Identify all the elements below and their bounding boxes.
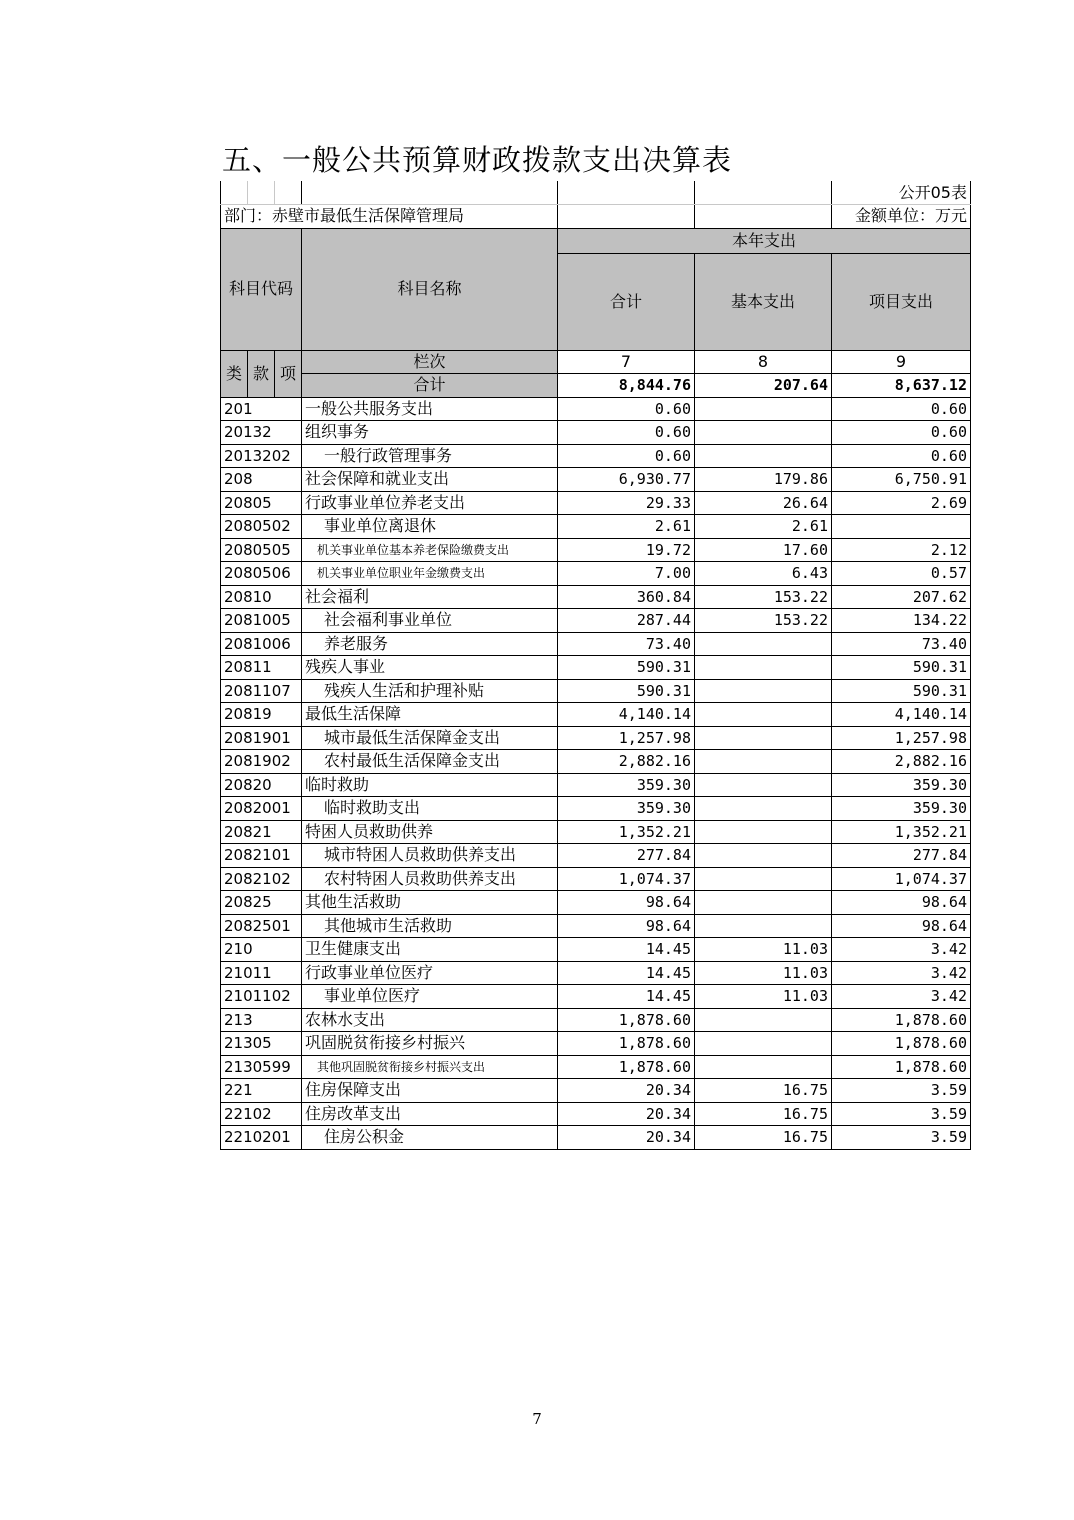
row-basic xyxy=(695,444,832,468)
row-basic xyxy=(695,773,832,797)
row-code: 2080506 xyxy=(221,562,302,586)
row-code: 2210201 xyxy=(221,1126,302,1150)
table-row xyxy=(221,773,971,797)
row-name: 机关事业单位职业年金缴费支出 xyxy=(302,562,558,586)
row-code: 2080505 xyxy=(221,538,302,562)
form-number: 公开05表 xyxy=(832,181,971,205)
row-basic xyxy=(695,1008,832,1032)
row-name: 社会保障和就业支出 xyxy=(302,468,558,492)
row-name: 临时救助 xyxy=(302,773,558,797)
row-name: 事业单位医疗 xyxy=(302,985,558,1009)
table-row xyxy=(221,609,971,633)
row-total: 359.30 xyxy=(558,797,695,821)
row-name: 农林水支出 xyxy=(302,1008,558,1032)
row-total: 1,878.60 xyxy=(558,1032,695,1056)
row-basic: 11.03 xyxy=(695,938,832,962)
table-row xyxy=(221,1032,971,1056)
row-name: 一般行政管理事务 xyxy=(302,444,558,468)
header-xiang: 项 xyxy=(275,350,302,397)
header-code: 科目代码 xyxy=(221,228,302,350)
table-row xyxy=(221,468,971,492)
row-code: 20825 xyxy=(221,891,302,915)
row-total: 20.34 xyxy=(558,1126,695,1150)
table-row xyxy=(221,703,971,727)
row-code: 21011 xyxy=(221,961,302,985)
totals-label: 合计 xyxy=(302,374,558,398)
row-total: 1,878.60 xyxy=(558,1008,695,1032)
row-code: 2082102 xyxy=(221,867,302,891)
row-code: 20810 xyxy=(221,585,302,609)
row-total: 14.45 xyxy=(558,961,695,985)
row-project: 2.12 xyxy=(832,538,971,562)
row-project: 3.59 xyxy=(832,1079,971,1103)
row-name: 社会福利 xyxy=(302,585,558,609)
row-basic xyxy=(695,1055,832,1079)
table-row xyxy=(221,1008,971,1032)
row-code: 208 xyxy=(221,468,302,492)
row-project: 359.30 xyxy=(832,773,971,797)
table-row xyxy=(221,820,971,844)
header-kuan: 款 xyxy=(248,350,275,397)
row-total: 19.72 xyxy=(558,538,695,562)
row-code: 2082001 xyxy=(221,797,302,821)
row-name: 城市最低生活保障金支出 xyxy=(302,726,558,750)
row-code: 20811 xyxy=(221,656,302,680)
row-project: 359.30 xyxy=(832,797,971,821)
row-name: 住房保障支出 xyxy=(302,1079,558,1103)
row-code: 20805 xyxy=(221,491,302,515)
row-code: 2081107 xyxy=(221,679,302,703)
row-basic xyxy=(695,867,832,891)
row-project: 3.42 xyxy=(832,938,971,962)
row-name: 残疾人事业 xyxy=(302,656,558,680)
row-code: 2082101 xyxy=(221,844,302,868)
table-row xyxy=(221,1079,971,1103)
row-name: 行政事业单位医疗 xyxy=(302,961,558,985)
row-basic: 11.03 xyxy=(695,985,832,1009)
table-row xyxy=(221,797,971,821)
row-code: 20820 xyxy=(221,773,302,797)
row-code: 20819 xyxy=(221,703,302,727)
row-basic xyxy=(695,703,832,727)
row-name: 住房改革支出 xyxy=(302,1102,558,1126)
row-code: 2101102 xyxy=(221,985,302,1009)
header-current-year: 本年支出 xyxy=(558,228,971,253)
row-name: 特困人员救助供养 xyxy=(302,820,558,844)
row-total: 7.00 xyxy=(558,562,695,586)
row-project: 2.69 xyxy=(832,491,971,515)
row-total: 277.84 xyxy=(558,844,695,868)
row-basic: 17.60 xyxy=(695,538,832,562)
row-project: 3.59 xyxy=(832,1126,971,1150)
row-name: 养老服务 xyxy=(302,632,558,656)
row-basic xyxy=(695,632,832,656)
table-row xyxy=(221,421,971,445)
table-row xyxy=(221,397,971,421)
row-code: 2081902 xyxy=(221,750,302,774)
row-code: 2082501 xyxy=(221,914,302,938)
column-index-row xyxy=(221,350,971,374)
table-row xyxy=(221,562,971,586)
table-row xyxy=(221,938,971,962)
row-project: 3.42 xyxy=(832,985,971,1009)
row-code: 20132 xyxy=(221,421,302,445)
row-name: 住房公积金 xyxy=(302,1126,558,1150)
row-total: 287.44 xyxy=(558,609,695,633)
totals-row xyxy=(221,374,971,398)
row-name: 一般公共服务支出 xyxy=(302,397,558,421)
row-project: 590.31 xyxy=(832,656,971,680)
row-basic xyxy=(695,397,832,421)
row-basic: 153.22 xyxy=(695,609,832,633)
row-total: 2,882.16 xyxy=(558,750,695,774)
row-code: 2081901 xyxy=(221,726,302,750)
row-name: 行政事业单位养老支出 xyxy=(302,491,558,515)
row-basic: 6.43 xyxy=(695,562,832,586)
row-total: 98.64 xyxy=(558,914,695,938)
table-row xyxy=(221,585,971,609)
row-basic xyxy=(695,1032,832,1056)
page-title: 五、一般公共预算财政拨款支出决算表 xyxy=(222,143,733,177)
row-total: 0.60 xyxy=(558,421,695,445)
column-8: 8 xyxy=(695,350,832,374)
table-row xyxy=(221,656,971,680)
row-total: 1,257.98 xyxy=(558,726,695,750)
row-basic xyxy=(695,797,832,821)
table-row xyxy=(221,491,971,515)
column-9: 9 xyxy=(832,350,971,374)
row-total: 20.34 xyxy=(558,1102,695,1126)
row-basic: 179.86 xyxy=(695,468,832,492)
row-name: 农村特困人员救助供养支出 xyxy=(302,867,558,891)
row-project: 1,878.60 xyxy=(832,1008,971,1032)
row-name: 农村最低生活保障金支出 xyxy=(302,750,558,774)
row-name: 卫生健康支出 xyxy=(302,938,558,962)
row-total: 590.31 xyxy=(558,656,695,680)
column-index-label: 栏次 xyxy=(302,350,558,374)
table-row xyxy=(221,726,971,750)
table-row xyxy=(221,750,971,774)
header-total: 合计 xyxy=(558,253,695,350)
row-project: 73.40 xyxy=(832,632,971,656)
header-row-1 xyxy=(221,228,971,253)
row-total: 1,352.21 xyxy=(558,820,695,844)
row-basic: 16.75 xyxy=(695,1079,832,1103)
table-row xyxy=(221,867,971,891)
form-number-row xyxy=(221,181,971,205)
row-code: 201 xyxy=(221,397,302,421)
row-total: 0.60 xyxy=(558,397,695,421)
row-code: 2080502 xyxy=(221,515,302,539)
row-basic xyxy=(695,679,832,703)
row-project: 590.31 xyxy=(832,679,971,703)
table-row xyxy=(221,515,971,539)
row-project: 0.60 xyxy=(832,397,971,421)
row-name: 临时救助支出 xyxy=(302,797,558,821)
table-row xyxy=(221,679,971,703)
row-project: 98.64 xyxy=(832,914,971,938)
row-basic xyxy=(695,421,832,445)
row-code: 210 xyxy=(221,938,302,962)
row-name: 其他城市生活救助 xyxy=(302,914,558,938)
row-project: 3.42 xyxy=(832,961,971,985)
row-project: 277.84 xyxy=(832,844,971,868)
row-total: 360.84 xyxy=(558,585,695,609)
department-row xyxy=(221,205,971,229)
header-name: 科目名称 xyxy=(302,228,558,350)
row-name: 社会福利事业单位 xyxy=(302,609,558,633)
row-code: 2130599 xyxy=(221,1055,302,1079)
row-name: 事业单位离退休 xyxy=(302,515,558,539)
row-basic: 11.03 xyxy=(695,961,832,985)
row-basic: 153.22 xyxy=(695,585,832,609)
row-basic xyxy=(695,726,832,750)
row-code: 2081005 xyxy=(221,609,302,633)
row-project: 0.57 xyxy=(832,562,971,586)
totals-project: 8,637.12 xyxy=(832,374,971,398)
table-row xyxy=(221,1055,971,1079)
table-row xyxy=(221,538,971,562)
row-name: 残疾人生活和护理补贴 xyxy=(302,679,558,703)
row-total: 4,140.14 xyxy=(558,703,695,727)
row-total: 590.31 xyxy=(558,679,695,703)
row-name: 最低生活保障 xyxy=(302,703,558,727)
row-total: 0.60 xyxy=(558,444,695,468)
totals-total: 8,844.76 xyxy=(558,374,695,398)
row-name: 其他巩固脱贫衔接乡村振兴支出 xyxy=(302,1055,558,1079)
row-basic xyxy=(695,820,832,844)
unit-label: 金额单位：万元 xyxy=(832,205,971,229)
row-name: 其他生活救助 xyxy=(302,891,558,915)
header-project: 项目支出 xyxy=(832,253,971,350)
table-row xyxy=(221,444,971,468)
table-row xyxy=(221,914,971,938)
row-project: 98.64 xyxy=(832,891,971,915)
row-basic: 16.75 xyxy=(695,1126,832,1150)
table-row xyxy=(221,985,971,1009)
totals-basic: 207.64 xyxy=(695,374,832,398)
row-project: 3.59 xyxy=(832,1102,971,1126)
row-project: 1,257.98 xyxy=(832,726,971,750)
row-basic xyxy=(695,750,832,774)
row-project: 1,878.60 xyxy=(832,1032,971,1056)
table-row xyxy=(221,961,971,985)
table-row xyxy=(221,1126,971,1150)
row-project: 0.60 xyxy=(832,421,971,445)
row-basic xyxy=(695,656,832,680)
row-total: 98.64 xyxy=(558,891,695,915)
row-code: 2013202 xyxy=(221,444,302,468)
column-7: 7 xyxy=(558,350,695,374)
row-code: 21305 xyxy=(221,1032,302,1056)
row-basic xyxy=(695,844,832,868)
row-project: 6,750.91 xyxy=(832,468,971,492)
row-project: 207.62 xyxy=(832,585,971,609)
row-code: 20821 xyxy=(221,820,302,844)
page-number: 7 xyxy=(532,1410,542,1428)
row-name: 组织事务 xyxy=(302,421,558,445)
row-basic xyxy=(695,914,832,938)
row-project: 0.60 xyxy=(832,444,971,468)
row-basic: 26.64 xyxy=(695,491,832,515)
row-total: 1,074.37 xyxy=(558,867,695,891)
row-name: 巩固脱贫衔接乡村振兴 xyxy=(302,1032,558,1056)
header-lei: 类 xyxy=(221,350,248,397)
row-total: 2.61 xyxy=(558,515,695,539)
row-project: 1,074.37 xyxy=(832,867,971,891)
row-total: 29.33 xyxy=(558,491,695,515)
row-project: 2,882.16 xyxy=(832,750,971,774)
table-row xyxy=(221,632,971,656)
row-total: 6,930.77 xyxy=(558,468,695,492)
row-code: 221 xyxy=(221,1079,302,1103)
row-basic: 2.61 xyxy=(695,515,832,539)
row-code: 213 xyxy=(221,1008,302,1032)
row-project xyxy=(832,515,971,539)
table-row xyxy=(221,844,971,868)
table-row xyxy=(221,1102,971,1126)
row-total: 73.40 xyxy=(558,632,695,656)
row-total: 14.45 xyxy=(558,985,695,1009)
expenditure-table xyxy=(220,181,971,1150)
row-code: 2081006 xyxy=(221,632,302,656)
row-project: 1,352.21 xyxy=(832,820,971,844)
row-project: 4,140.14 xyxy=(832,703,971,727)
row-total: 20.34 xyxy=(558,1079,695,1103)
row-basic: 16.75 xyxy=(695,1102,832,1126)
row-project: 134.22 xyxy=(832,609,971,633)
header-basic: 基本支出 xyxy=(695,253,832,350)
row-total: 1,878.60 xyxy=(558,1055,695,1079)
row-basic xyxy=(695,891,832,915)
row-total: 359.30 xyxy=(558,773,695,797)
row-project: 1,878.60 xyxy=(832,1055,971,1079)
row-code: 22102 xyxy=(221,1102,302,1126)
department-label: 部门：赤壁市最低生活保障管理局 xyxy=(221,205,558,229)
table-row xyxy=(221,891,971,915)
row-total: 14.45 xyxy=(558,938,695,962)
row-name: 城市特困人员救助供养支出 xyxy=(302,844,558,868)
row-name: 机关事业单位基本养老保险缴费支出 xyxy=(302,538,558,562)
